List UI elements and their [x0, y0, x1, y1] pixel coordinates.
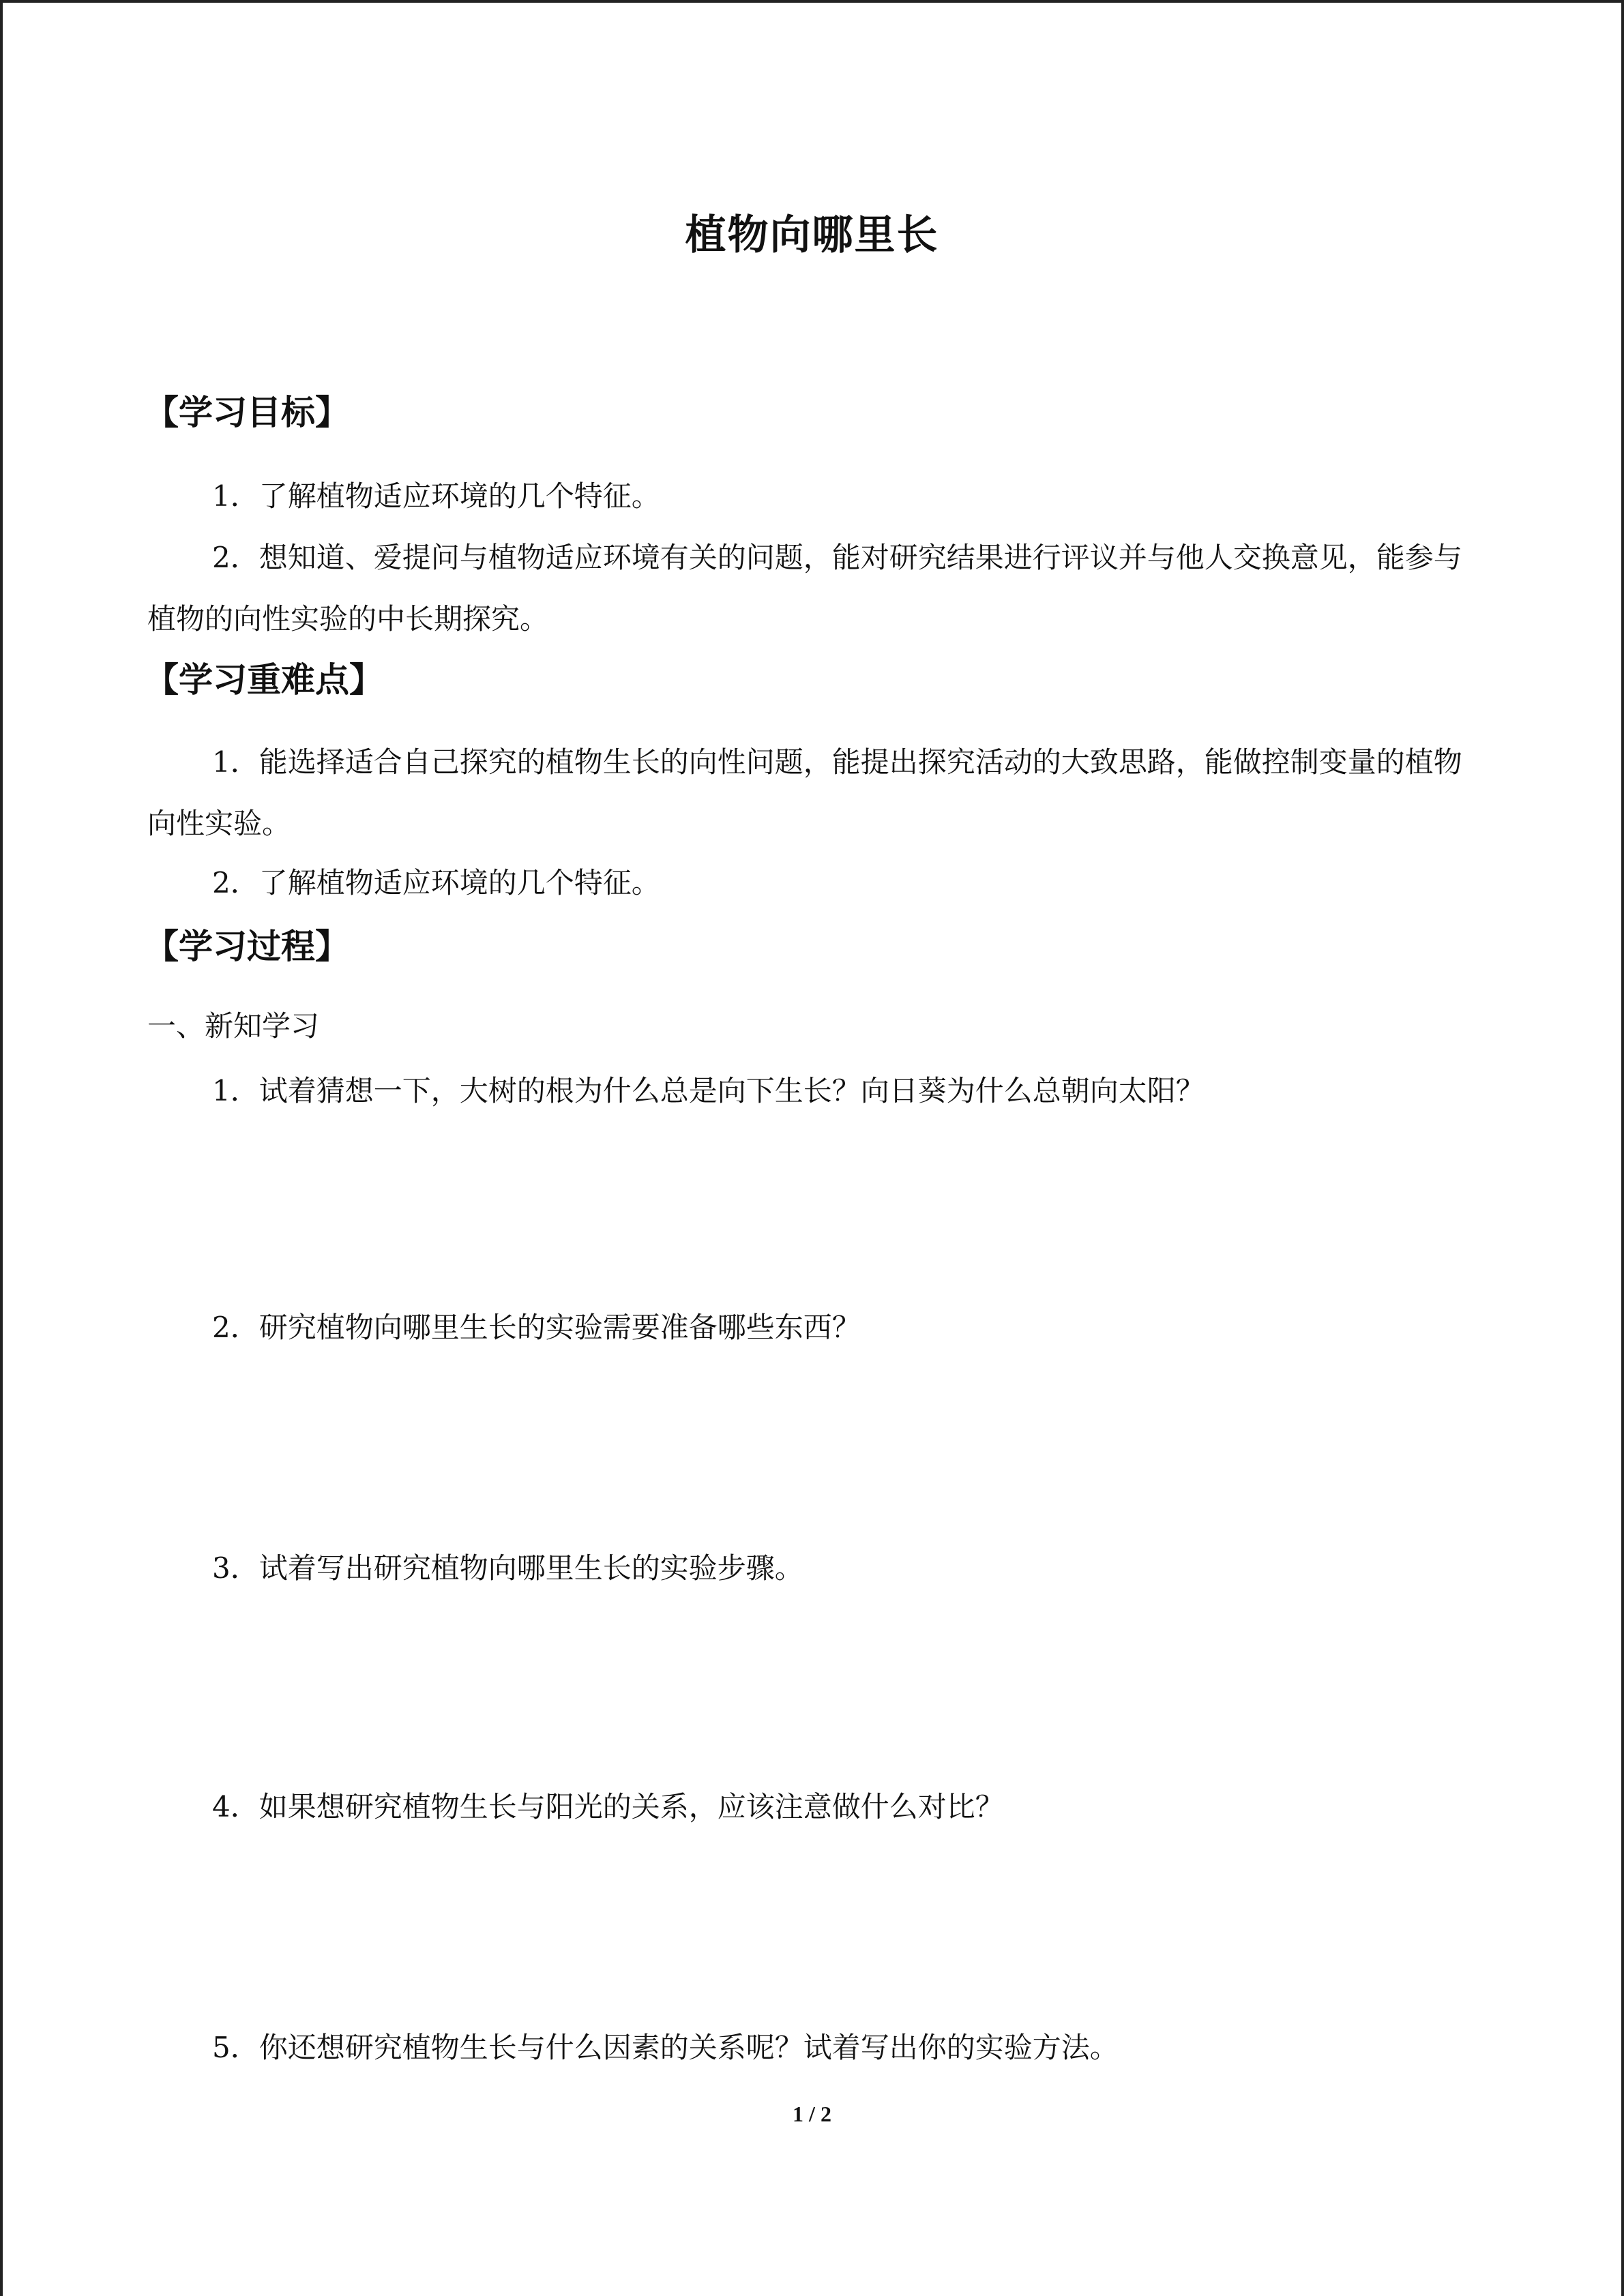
page-number: 1 / 2	[793, 2102, 831, 2126]
objective-item-2: 2．想知道、爱提问与植物适应环境有关的问题，能对研究结果进行评议并与他人交换意见，能参与植物的向性实验的中长期探究。	[147, 541, 1462, 636]
section-heading-process: 【学习过程】	[145, 927, 349, 966]
objective-item-1: 1．了解植物适应环境的几个特征。	[212, 479, 660, 513]
page-title: 植物向哪里长	[685, 211, 939, 259]
question-5: 5．你还想研究植物生长与什么因素的关系呢？试着写出你的实验方法。	[212, 2031, 1119, 2064]
question-1: 1．试着猜想一下，大树的根为什么总是向下生长？向日葵为什么总朝向太阳？	[212, 1074, 1205, 1107]
key-point-item-1: 1．能选择适合自己探究的植物生长的向性问题，能提出探究活动的大致思路，能做控制变量的植物向性实验。	[147, 745, 1462, 840]
question-3: 3．试着写出研究植物向哪里生长的实验步骤。	[212, 1551, 803, 1585]
section-heading-key-points: 【学习重难点】	[145, 660, 383, 700]
question-4: 4．如果想研究植物生长与阳光的关系，应该注意做什么对比？	[212, 1790, 1004, 1823]
key-point-item-2: 2．了解植物适应环境的几个特征。	[212, 866, 660, 899]
question-2: 2．研究植物向哪里生长的实验需要准备哪些东西？	[212, 1311, 861, 1344]
section-heading-objectives: 【学习目标】	[145, 393, 349, 432]
subsection-heading-new-knowledge: 一、新知学习	[147, 1009, 320, 1043]
